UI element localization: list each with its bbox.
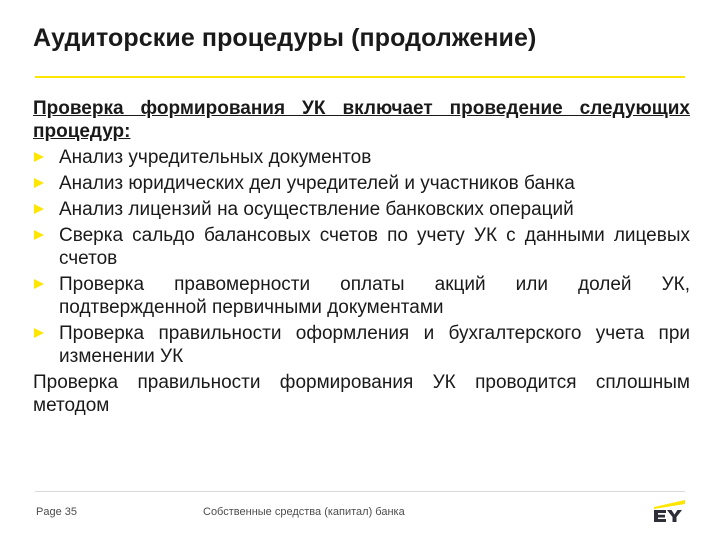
footer-divider (35, 491, 685, 492)
ey-logo-beam (654, 500, 685, 509)
arrow-bullet-icon (34, 328, 44, 338)
bullet-item (33, 273, 690, 319)
ey-logo-letter-e (654, 510, 666, 522)
bullet-text: Анализ лицензий на осуществление банковских операций (59, 199, 574, 220)
arrow-bullet-icon (34, 230, 44, 240)
arrow-bullet-icon (34, 204, 44, 214)
bullet-item (33, 322, 690, 368)
lead-paragraph: Проверка формирования УК включает проведение следующих процедур: (33, 98, 690, 142)
footer-caption: Собственные средства (капитал) банка (203, 506, 405, 518)
slide-title: Аудиторские процедуры (продолжение) (33, 24, 537, 52)
bullet-text: Сверка сальдо балансовых счетов по учету УК с данными лицевых счетов (59, 225, 690, 269)
arrow-bullet-icon (34, 178, 44, 188)
arrow-bullet-icon (34, 279, 44, 289)
bullet-text: Проверка правильности оформления и бухгалтерского учета при изменении УК (59, 323, 690, 367)
bullet-item (33, 172, 690, 195)
bullet-item (33, 224, 690, 270)
bullet-text: Анализ юридических дел учредителей и участников банка (59, 173, 575, 194)
bullet-item (33, 198, 690, 221)
title-underline (35, 76, 685, 78)
bullet-text: Проверка правомерности оплаты акций или долей УК, подтвержденной первичными документами (59, 274, 690, 318)
bullet-item (33, 146, 690, 169)
bullet-list (33, 146, 690, 368)
page-number: Page 35 (36, 506, 77, 518)
arrow-bullet-icon (34, 152, 44, 162)
slide-content (33, 97, 690, 417)
ey-logo (652, 500, 686, 522)
ey-logo-letter-y (667, 510, 682, 522)
bullet-text: Анализ учредительных документов (59, 147, 372, 168)
closing-paragraph: Проверка правильности формирования УК проводится сплошным методом (33, 372, 690, 416)
